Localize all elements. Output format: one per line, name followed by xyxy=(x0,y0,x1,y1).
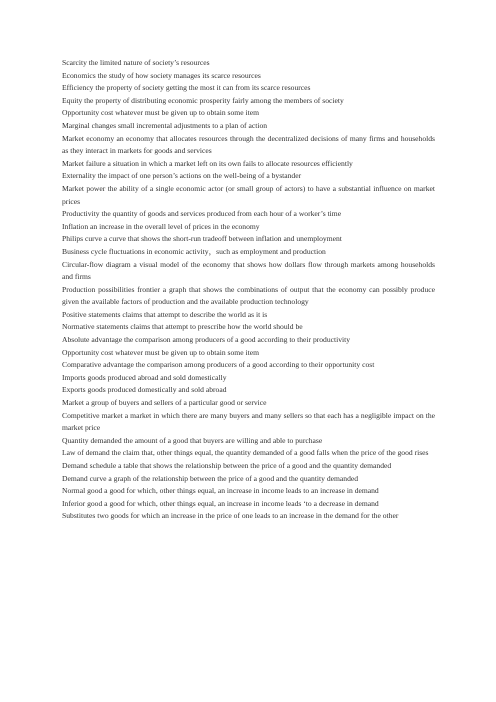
glossary-entry: Comparative advantage the comparison among producers of a good according to their opportunity cost xyxy=(62,360,375,370)
glossary-entry: Market a group of buyers and sellers of a particular good or service xyxy=(62,398,267,408)
glossary-entry: Market power the ability of a single economic actor (or small group of actors) to have a substantial influence on market prices xyxy=(62,183,435,206)
glossary-entry: Opportunity cost whatever must be given up to obtain some item xyxy=(62,108,259,118)
glossary-entry: Market economy an economy that allocates resources through the decentralized decisions of many firms and households as they interact in markets for goods and services xyxy=(62,133,435,156)
glossary-entry: Marginal changes small incremental adjustments to a plan of action xyxy=(62,120,268,130)
glossary-entry: Absolute advantage the comparison among producers of a good according to their productivity xyxy=(62,335,351,345)
glossary-entry: Exports goods produced domestically and sold abroad xyxy=(62,385,227,395)
glossary-entry: Normal good a good for which, other things equal, an increase in income leads to an increase in demand xyxy=(62,486,379,496)
glossary-entry: Equity the property of distributing economic prosperity fairly among the members of society xyxy=(62,95,344,105)
glossary-text xyxy=(62,57,435,523)
glossary-entry: Market failure a situation in which a market left on its own fails to allocate resources efficiently xyxy=(62,158,353,168)
glossary-entry: Efficiency the property of society getting the most it can from its scarce resources xyxy=(62,83,311,93)
glossary-entry: Imports goods produced abroad and sold domestically xyxy=(62,372,227,382)
glossary-entry: Scarcity the limited nature of society’s resources xyxy=(62,58,210,67)
glossary-entry: Demand curve a graph of the relationship between the price of a good and the quantity demanded xyxy=(62,473,359,483)
glossary-entry: Demand schedule a table that shows the relationship between the price of a good and the quantity demanded xyxy=(62,461,392,470)
glossary-entry: Business cycle fluctuations in economic activity，such as employment and production xyxy=(62,246,326,256)
glossary-entry: Inflation an increase in the overall level of prices in the economy xyxy=(62,221,260,231)
glossary-entry: Philips curve a curve that shows the short-run tradeoff between inflation and unemployment xyxy=(62,234,342,244)
glossary-entry: Substitutes two goods for which an increase in the price of one leads to an increase in the demand for the other xyxy=(62,511,399,521)
glossary-entry: Economics the study of how society manages its scarce resources xyxy=(62,70,261,80)
glossary-entry: Circular-flow diagram a visual model of the economy that shows how dollars flow through markets among households and firms xyxy=(62,259,435,282)
glossary-entry: Competitive market a market in which there are many buyers and many sellers so that each has a negligible impact on the market price xyxy=(62,410,435,433)
glossary-entry: Positive statements claims that attempt to describe the world as it is xyxy=(62,309,268,319)
glossary-entry: Normative statements claims that attempt to prescribe how the world should be xyxy=(62,322,303,332)
glossary-entry: Opportunity cost whatever must be given up to obtain some item xyxy=(62,347,259,357)
glossary-entry: Inferior good a good for which, other things equal, an increase in income leads ‘to a decrease in demand xyxy=(62,498,379,508)
glossary-entry: Law of demand the claim that, other things equal, the quantity demanded of a good falls when the price of the good rises xyxy=(62,448,429,458)
glossary-entry: Productivity the quantity of goods and services produced from each hour of a worker’s time xyxy=(62,209,342,219)
glossary-entry: Production possibilities frontier a graph that shows the combinations of output that the economy can possibly produce given the available factors of production and the available production technology xyxy=(62,284,435,307)
glossary-entry: Externality the impact of one person’s actions on the well-being of a bystander xyxy=(62,171,302,181)
glossary-entry: Quantity demanded the amount of a good that buyers are willing and able to purchase xyxy=(62,435,323,445)
